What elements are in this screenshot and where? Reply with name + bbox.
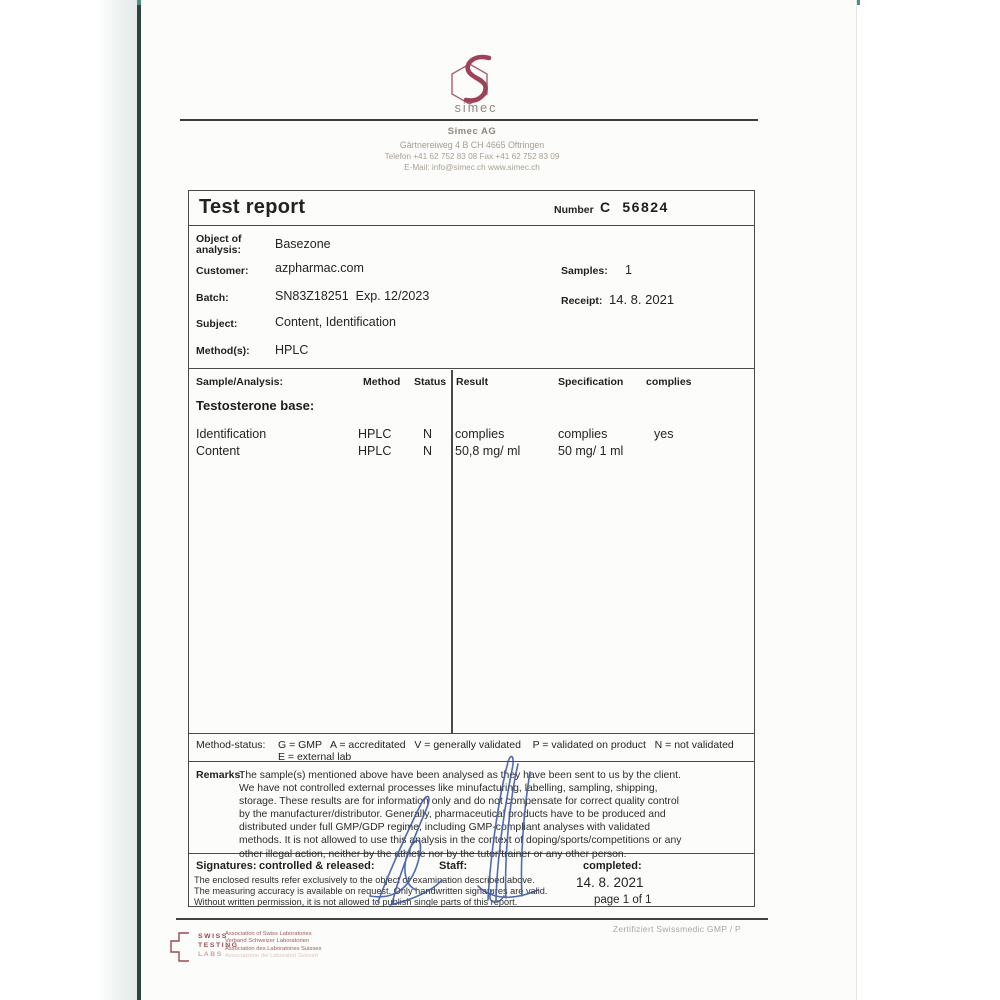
field-label-batch: Batch: (196, 292, 229, 304)
field-value-subject: Content, Identification (275, 315, 396, 329)
field-value-object: Basezone (275, 237, 331, 251)
handwritten-signatures (340, 750, 560, 908)
col-header-sample: Sample/Analysis: (196, 375, 283, 388)
scanner-background-band (96, 0, 137, 1000)
remarks-text: The sample(s) mentioned above have been analysed as they have been sent to us by the client. We have not controlled external processes like minufacturing, labelling, sampling, shipping, storage. These results are for information only and do not compensate for correct quality control by the manufacturer/distributor. Generally, pharmaceutical products have to be produced and distributed under full GMP/GDP regime, including GMP-compliant analyses with validated methods. It is not allowed to use this analysis in the context of doping/sports/competitions or any other illegal action, neither by the athlete nor by the tutor/trainer or any other person. (239, 770, 682, 860)
simec-logo-word: simec (454, 101, 498, 115)
page-number: page 1 of 1 (594, 894, 652, 906)
field-label-methods: Method(s): (196, 345, 250, 357)
company-street: Gärtnereiweg 4 B CH 4665 Oftringen (399, 140, 545, 150)
receipt-label: Receipt: (561, 295, 603, 307)
col-header-result: Result (456, 375, 489, 388)
field-label-subject: Subject: (196, 318, 238, 330)
fine-print-line: The measuring accuracy is available on request. Only handwritten signatures are valid. (194, 886, 548, 896)
fine-print-line: The enclosed results refer exclusively to the object of examination described above. (194, 875, 535, 885)
remarks-label: Remarks: (196, 769, 244, 781)
swiss-labs-association-text: Association of Swiss Laboratories Verband Schweizer Laboratorien Association des Laboratoires Suisses Associazione dei Laboratori Svizzeri (225, 931, 322, 960)
table-column-divider (451, 370, 453, 733)
field-label-customer: Customer: (196, 265, 249, 277)
results-table: Sample/Analysis: Method Status Result Specification complies Testosterone base: Identification HPLC N complies complies yes Content HPLC N 50,8 mg/ ml 50 mg/ 1 ml (189, 370, 754, 734)
signature-staff (478, 756, 538, 902)
header-rule (180, 119, 758, 121)
footer-rule (176, 918, 768, 920)
company-name: Simec AG (447, 126, 497, 137)
scanned-page (141, 0, 857, 1000)
info-section (189, 226, 754, 369)
completed-label: completed: (583, 860, 642, 872)
company-email: E-Mail: info@simec.ch www.simec.ch (404, 163, 540, 172)
method-status-label: Method-status: (196, 739, 266, 751)
page-title: Test report (199, 196, 306, 218)
company-address-block (322, 126, 622, 172)
method-status-legend: G = GMP A = accreditated V = generally validated P = validated on product N = not validated (278, 739, 734, 751)
report-number-value: C 56824 (600, 199, 669, 215)
col-header-specification: Specification (558, 375, 624, 388)
receipt-value: 14. 8. 2021 (609, 292, 675, 307)
table-group-heading: Testosterone base: (196, 397, 315, 413)
swiss-cross-icon (169, 931, 197, 963)
col-header-complies: complies (646, 375, 692, 388)
completed-date: 14. 8. 2021 (576, 875, 644, 890)
report-number-label: Number (554, 204, 594, 216)
signature-controlled-released (370, 796, 442, 905)
swiss-testing-labs-logo: SWISS TESTING LABS (198, 933, 239, 958)
samples-label: Samples: (561, 265, 608, 277)
company-phone: Telefon +41 62 752 83 08 Fax +41 62 752 83 09 (384, 152, 560, 161)
report-header (189, 191, 754, 226)
col-header-status: Status (414, 375, 447, 388)
certification-text: Zertifiziert Swissmedic GMP / P (612, 924, 741, 934)
method-status-legend2: E = external lab (278, 751, 352, 763)
field-value-customer: azpharmac.com (275, 261, 364, 275)
field-value-methods: HPLC (275, 343, 309, 357)
field-value-batch: SN83Z18251 Exp. 12/2023 (275, 289, 430, 303)
controlled-released-label: controlled & released: (259, 860, 375, 872)
fine-print-line: Without written permission, it is not allowed to publish single parts of this report. (194, 897, 518, 907)
field-label-object: Object of analysis: (196, 233, 242, 256)
staff-label: Staff: (439, 860, 468, 872)
col-header-method: Method (363, 375, 401, 388)
samples-value: 1 (625, 263, 632, 277)
signatures-label: Signatures: (196, 860, 257, 872)
